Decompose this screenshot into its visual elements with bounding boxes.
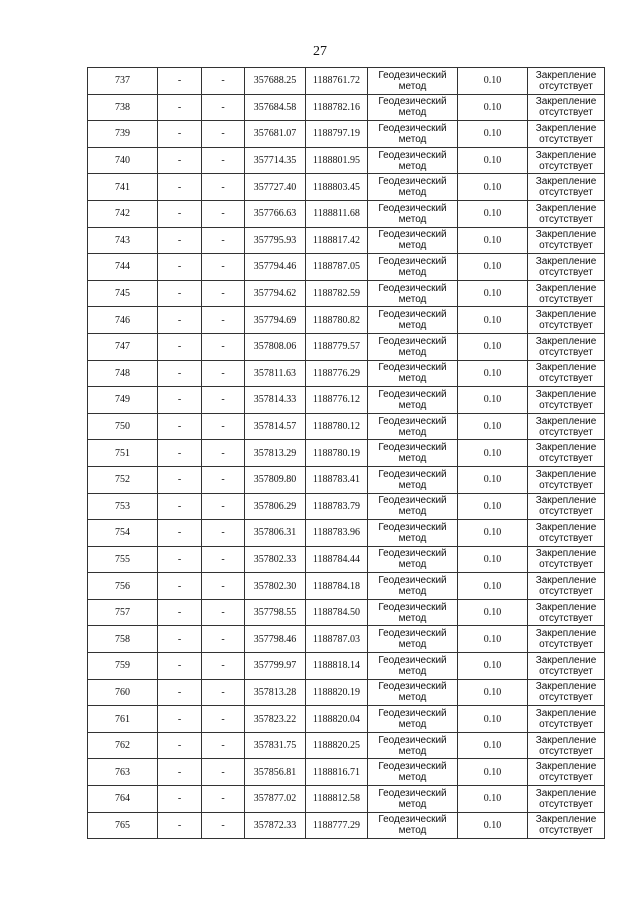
x-coordinate-cell: 357877.02 [245, 786, 306, 813]
point-number-cell: 758 [88, 626, 158, 653]
y-coordinate-cell: 1188787.05 [306, 254, 368, 281]
table-row [88, 413, 605, 440]
method-cell: Геодезический метод [368, 280, 458, 307]
x-coordinate-cell: 357806.31 [245, 520, 306, 547]
table-row [88, 174, 605, 201]
accuracy-cell: 0.10 [458, 200, 528, 227]
empty-cell: - [158, 121, 202, 148]
table-row [88, 786, 605, 813]
fixing-cell: Закрепление отсутствует [528, 254, 605, 281]
y-coordinate-cell: 1188783.96 [306, 520, 368, 547]
point-number-cell: 761 [88, 706, 158, 733]
empty-cell: - [202, 413, 245, 440]
fixing-cell: Закрепление отсутствует [528, 546, 605, 573]
accuracy-cell: 0.10 [458, 546, 528, 573]
method-cell: Геодезический метод [368, 546, 458, 573]
table-row [88, 466, 605, 493]
x-coordinate-cell: 357688.25 [245, 68, 306, 95]
fixing-cell: Закрепление отсутствует [528, 653, 605, 680]
fixing-cell: Закрепление отсутствует [528, 174, 605, 201]
point-number-cell: 764 [88, 786, 158, 813]
empty-cell: - [158, 626, 202, 653]
method-cell: Геодезический метод [368, 413, 458, 440]
table-row [88, 679, 605, 706]
fixing-cell: Закрепление отсутствует [528, 440, 605, 467]
empty-cell: - [158, 440, 202, 467]
fixing-cell: Закрепление отсутствует [528, 573, 605, 600]
point-number-cell: 748 [88, 360, 158, 387]
accuracy-cell: 0.10 [458, 360, 528, 387]
fixing-cell: Закрепление отсутствует [528, 387, 605, 414]
accuracy-cell: 0.10 [458, 732, 528, 759]
empty-cell: - [158, 360, 202, 387]
empty-cell: - [202, 812, 245, 839]
x-coordinate-cell: 357798.55 [245, 599, 306, 626]
point-number-cell: 738 [88, 94, 158, 121]
accuracy-cell: 0.10 [458, 121, 528, 148]
empty-cell: - [158, 653, 202, 680]
table-row [88, 626, 605, 653]
method-cell: Геодезический метод [368, 147, 458, 174]
x-coordinate-cell: 357813.28 [245, 679, 306, 706]
table-row [88, 599, 605, 626]
table-row [88, 94, 605, 121]
empty-cell: - [202, 732, 245, 759]
empty-cell: - [202, 360, 245, 387]
y-coordinate-cell: 1188812.58 [306, 786, 368, 813]
accuracy-cell: 0.10 [458, 280, 528, 307]
fixing-cell: Закрепление отсутствует [528, 360, 605, 387]
table-row [88, 333, 605, 360]
accuracy-cell: 0.10 [458, 653, 528, 680]
table-body [88, 68, 605, 839]
fixing-cell: Закрепление отсутствует [528, 493, 605, 520]
point-number-cell: 751 [88, 440, 158, 467]
empty-cell: - [202, 254, 245, 281]
x-coordinate-cell: 357808.06 [245, 333, 306, 360]
empty-cell: - [202, 440, 245, 467]
fixing-cell: Закрепление отсутствует [528, 812, 605, 839]
table-row [88, 493, 605, 520]
point-number-cell: 747 [88, 333, 158, 360]
method-cell: Геодезический метод [368, 200, 458, 227]
x-coordinate-cell: 357795.93 [245, 227, 306, 254]
table-row [88, 200, 605, 227]
x-coordinate-cell: 357806.29 [245, 493, 306, 520]
y-coordinate-cell: 1188776.12 [306, 387, 368, 414]
table-row [88, 227, 605, 254]
method-cell: Геодезический метод [368, 254, 458, 281]
accuracy-cell: 0.10 [458, 387, 528, 414]
table-row [88, 812, 605, 839]
table-row [88, 121, 605, 148]
fixing-cell: Закрепление отсутствует [528, 121, 605, 148]
x-coordinate-cell: 357823.22 [245, 706, 306, 733]
empty-cell: - [158, 520, 202, 547]
empty-cell: - [202, 307, 245, 334]
method-cell: Геодезический метод [368, 387, 458, 414]
empty-cell: - [158, 812, 202, 839]
accuracy-cell: 0.10 [458, 599, 528, 626]
method-cell: Геодезический метод [368, 599, 458, 626]
point-number-cell: 739 [88, 121, 158, 148]
empty-cell: - [158, 493, 202, 520]
y-coordinate-cell: 1188780.12 [306, 413, 368, 440]
accuracy-cell: 0.10 [458, 227, 528, 254]
empty-cell: - [158, 200, 202, 227]
empty-cell: - [202, 679, 245, 706]
table-row [88, 280, 605, 307]
y-coordinate-cell: 1188816.71 [306, 759, 368, 786]
empty-cell: - [158, 466, 202, 493]
method-cell: Геодезический метод [368, 732, 458, 759]
accuracy-cell: 0.10 [458, 307, 528, 334]
table-row [88, 653, 605, 680]
y-coordinate-cell: 1188811.68 [306, 200, 368, 227]
y-coordinate-cell: 1188817.42 [306, 227, 368, 254]
accuracy-cell: 0.10 [458, 174, 528, 201]
y-coordinate-cell: 1188783.41 [306, 466, 368, 493]
y-coordinate-cell: 1188776.29 [306, 360, 368, 387]
point-number-cell: 737 [88, 68, 158, 95]
method-cell: Геодезический метод [368, 812, 458, 839]
point-number-cell: 754 [88, 520, 158, 547]
y-coordinate-cell: 1188787.03 [306, 626, 368, 653]
method-cell: Геодезический метод [368, 94, 458, 121]
y-coordinate-cell: 1188779.57 [306, 333, 368, 360]
x-coordinate-cell: 357727.40 [245, 174, 306, 201]
fixing-cell: Закрепление отсутствует [528, 466, 605, 493]
empty-cell: - [158, 759, 202, 786]
empty-cell: - [202, 147, 245, 174]
empty-cell: - [158, 732, 202, 759]
fixing-cell: Закрепление отсутствует [528, 147, 605, 174]
x-coordinate-cell: 357684.58 [245, 94, 306, 121]
empty-cell: - [158, 227, 202, 254]
method-cell: Геодезический метод [368, 573, 458, 600]
method-cell: Геодезический метод [368, 520, 458, 547]
empty-cell: - [202, 786, 245, 813]
method-cell: Геодезический метод [368, 493, 458, 520]
y-coordinate-cell: 1188783.79 [306, 493, 368, 520]
method-cell: Геодезический метод [368, 121, 458, 148]
empty-cell: - [158, 599, 202, 626]
point-number-cell: 760 [88, 679, 158, 706]
x-coordinate-cell: 357872.33 [245, 812, 306, 839]
empty-cell: - [202, 280, 245, 307]
page-number: 27 [313, 44, 327, 59]
empty-cell: - [202, 68, 245, 95]
x-coordinate-cell: 357802.33 [245, 546, 306, 573]
x-coordinate-cell: 357799.97 [245, 653, 306, 680]
x-coordinate-cell: 357794.62 [245, 280, 306, 307]
y-coordinate-cell: 1188780.82 [306, 307, 368, 334]
empty-cell: - [202, 546, 245, 573]
method-cell: Геодезический метод [368, 227, 458, 254]
y-coordinate-cell: 1188784.44 [306, 546, 368, 573]
table-row [88, 546, 605, 573]
point-number-cell: 763 [88, 759, 158, 786]
accuracy-cell: 0.10 [458, 520, 528, 547]
method-cell: Геодезический метод [368, 68, 458, 95]
fixing-cell: Закрепление отсутствует [528, 413, 605, 440]
y-coordinate-cell: 1188777.29 [306, 812, 368, 839]
fixing-cell: Закрепление отсутствует [528, 599, 605, 626]
accuracy-cell: 0.10 [458, 493, 528, 520]
empty-cell: - [158, 387, 202, 414]
fixing-cell: Закрепление отсутствует [528, 786, 605, 813]
x-coordinate-cell: 357809.80 [245, 466, 306, 493]
empty-cell: - [202, 387, 245, 414]
point-number-cell: 749 [88, 387, 158, 414]
method-cell: Геодезический метод [368, 440, 458, 467]
method-cell: Геодезический метод [368, 706, 458, 733]
point-number-cell: 755 [88, 546, 158, 573]
y-coordinate-cell: 1188818.14 [306, 653, 368, 680]
method-cell: Геодезический метод [368, 333, 458, 360]
accuracy-cell: 0.10 [458, 573, 528, 600]
accuracy-cell: 0.10 [458, 94, 528, 121]
table-row [88, 759, 605, 786]
fixing-cell: Закрепление отсутствует [528, 200, 605, 227]
y-coordinate-cell: 1188820.19 [306, 679, 368, 706]
empty-cell: - [158, 174, 202, 201]
point-number-cell: 762 [88, 732, 158, 759]
table-row [88, 254, 605, 281]
method-cell: Геодезический метод [368, 786, 458, 813]
y-coordinate-cell: 1188797.19 [306, 121, 368, 148]
x-coordinate-cell: 357766.63 [245, 200, 306, 227]
x-coordinate-cell: 357714.35 [245, 147, 306, 174]
table-row [88, 520, 605, 547]
table-row [88, 732, 605, 759]
x-coordinate-cell: 357811.63 [245, 360, 306, 387]
table-row [88, 387, 605, 414]
point-number-cell: 750 [88, 413, 158, 440]
empty-cell: - [158, 254, 202, 281]
point-number-cell: 741 [88, 174, 158, 201]
y-coordinate-cell: 1188820.25 [306, 732, 368, 759]
method-cell: Геодезический метод [368, 307, 458, 334]
x-coordinate-cell: 357794.46 [245, 254, 306, 281]
y-coordinate-cell: 1188782.59 [306, 280, 368, 307]
table-row [88, 307, 605, 334]
fixing-cell: Закрепление отсутствует [528, 227, 605, 254]
point-number-cell: 742 [88, 200, 158, 227]
x-coordinate-cell: 357681.07 [245, 121, 306, 148]
empty-cell: - [202, 227, 245, 254]
point-number-cell: 743 [88, 227, 158, 254]
fixing-cell: Закрепление отсутствует [528, 679, 605, 706]
point-number-cell: 745 [88, 280, 158, 307]
empty-cell: - [202, 520, 245, 547]
accuracy-cell: 0.10 [458, 706, 528, 733]
accuracy-cell: 0.10 [458, 333, 528, 360]
accuracy-cell: 0.10 [458, 466, 528, 493]
empty-cell: - [202, 653, 245, 680]
table-row [88, 68, 605, 95]
fixing-cell: Закрепление отсутствует [528, 520, 605, 547]
method-cell: Геодезический метод [368, 759, 458, 786]
fixing-cell: Закрепление отсутствует [528, 732, 605, 759]
method-cell: Геодезический метод [368, 679, 458, 706]
y-coordinate-cell: 1188820.04 [306, 706, 368, 733]
point-number-cell: 740 [88, 147, 158, 174]
table-row [88, 147, 605, 174]
empty-cell: - [158, 786, 202, 813]
accuracy-cell: 0.10 [458, 786, 528, 813]
empty-cell: - [158, 333, 202, 360]
empty-cell: - [202, 333, 245, 360]
point-number-cell: 746 [88, 307, 158, 334]
fixing-cell: Закрепление отсутствует [528, 94, 605, 121]
empty-cell: - [202, 493, 245, 520]
empty-cell: - [202, 626, 245, 653]
coordinates-table [87, 67, 605, 839]
empty-cell: - [202, 599, 245, 626]
empty-cell: - [202, 200, 245, 227]
point-number-cell: 753 [88, 493, 158, 520]
empty-cell: - [158, 147, 202, 174]
table-row [88, 360, 605, 387]
point-number-cell: 756 [88, 573, 158, 600]
fixing-cell: Закрепление отсутствует [528, 333, 605, 360]
fixing-cell: Закрепление отсутствует [528, 759, 605, 786]
empty-cell: - [202, 466, 245, 493]
empty-cell: - [202, 94, 245, 121]
fixing-cell: Закрепление отсутствует [528, 626, 605, 653]
empty-cell: - [158, 546, 202, 573]
fixing-cell: Закрепление отсутствует [528, 307, 605, 334]
point-number-cell: 757 [88, 599, 158, 626]
point-number-cell: 744 [88, 254, 158, 281]
accuracy-cell: 0.10 [458, 759, 528, 786]
fixing-cell: Закрепление отсутствует [528, 68, 605, 95]
point-number-cell: 765 [88, 812, 158, 839]
point-number-cell: 759 [88, 653, 158, 680]
point-number-cell: 752 [88, 466, 158, 493]
y-coordinate-cell: 1188801.95 [306, 147, 368, 174]
empty-cell: - [202, 121, 245, 148]
method-cell: Геодезический метод [368, 653, 458, 680]
x-coordinate-cell: 357798.46 [245, 626, 306, 653]
empty-cell: - [158, 280, 202, 307]
fixing-cell: Закрепление отсутствует [528, 706, 605, 733]
method-cell: Геодезический метод [368, 174, 458, 201]
empty-cell: - [158, 94, 202, 121]
method-cell: Геодезический метод [368, 626, 458, 653]
empty-cell: - [158, 679, 202, 706]
x-coordinate-cell: 357802.30 [245, 573, 306, 600]
x-coordinate-cell: 357831.75 [245, 732, 306, 759]
y-coordinate-cell: 1188761.72 [306, 68, 368, 95]
empty-cell: - [158, 68, 202, 95]
empty-cell: - [158, 706, 202, 733]
accuracy-cell: 0.10 [458, 626, 528, 653]
empty-cell: - [202, 759, 245, 786]
accuracy-cell: 0.10 [458, 679, 528, 706]
x-coordinate-cell: 357813.29 [245, 440, 306, 467]
x-coordinate-cell: 357794.69 [245, 307, 306, 334]
empty-cell: - [158, 573, 202, 600]
y-coordinate-cell: 1188780.19 [306, 440, 368, 467]
accuracy-cell: 0.10 [458, 440, 528, 467]
table-row [88, 573, 605, 600]
empty-cell: - [202, 706, 245, 733]
accuracy-cell: 0.10 [458, 147, 528, 174]
table-row [88, 440, 605, 467]
accuracy-cell: 0.10 [458, 413, 528, 440]
empty-cell: - [202, 174, 245, 201]
empty-cell: - [158, 413, 202, 440]
x-coordinate-cell: 357814.57 [245, 413, 306, 440]
accuracy-cell: 0.10 [458, 254, 528, 281]
y-coordinate-cell: 1188782.16 [306, 94, 368, 121]
method-cell: Геодезический метод [368, 360, 458, 387]
method-cell: Геодезический метод [368, 466, 458, 493]
x-coordinate-cell: 357814.33 [245, 387, 306, 414]
empty-cell: - [158, 307, 202, 334]
empty-cell: - [202, 573, 245, 600]
x-coordinate-cell: 357856.81 [245, 759, 306, 786]
y-coordinate-cell: 1188784.50 [306, 599, 368, 626]
accuracy-cell: 0.10 [458, 68, 528, 95]
table-row [88, 706, 605, 733]
y-coordinate-cell: 1188784.18 [306, 573, 368, 600]
fixing-cell: Закрепление отсутствует [528, 280, 605, 307]
y-coordinate-cell: 1188803.45 [306, 174, 368, 201]
accuracy-cell: 0.10 [458, 812, 528, 839]
